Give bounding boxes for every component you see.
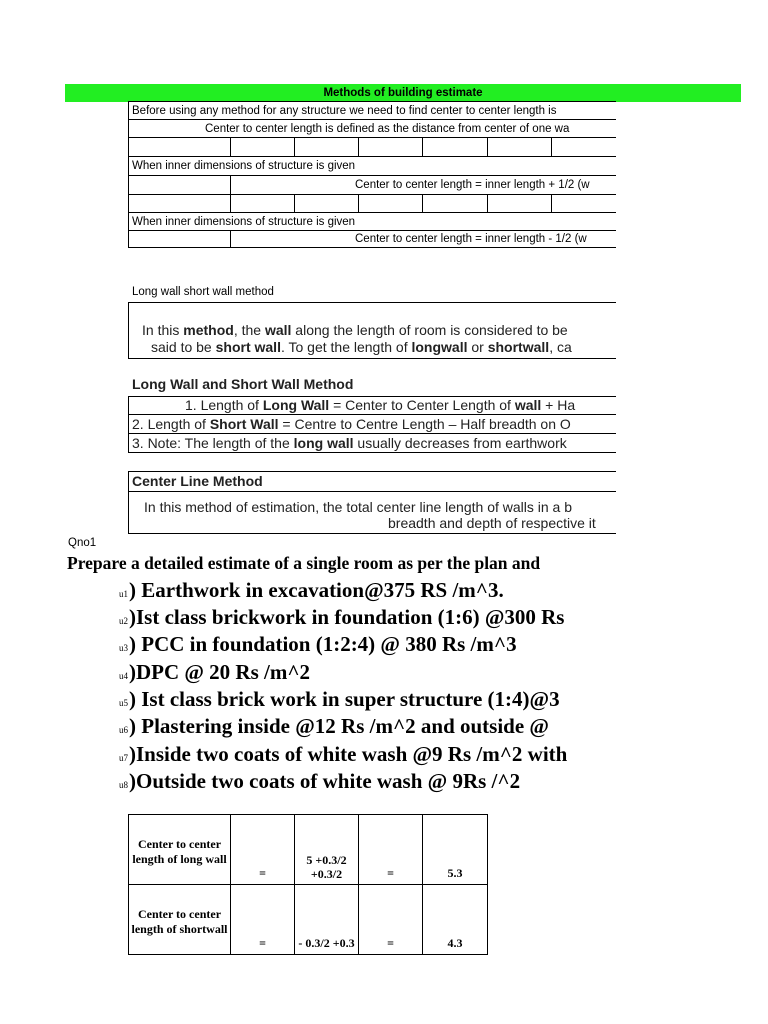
calc-eq-cell[interactable] bbox=[358, 884, 423, 955]
calc-eq: = bbox=[387, 936, 394, 950]
lwsw-row-1[interactable] bbox=[128, 396, 616, 415]
item-5: u5) Ist class brick work in super structure (1:4)@3 bbox=[119, 687, 560, 711]
center-line-heading: Center Line Method bbox=[132, 473, 263, 489]
item-4: u4)DPC @ 20 Rs /m^2 bbox=[119, 660, 311, 684]
lwsw-row-3-text: 3. Note: The length of the long wall usually decreases from earthwork bbox=[132, 435, 567, 451]
grid-cell[interactable] bbox=[551, 194, 616, 213]
calc-eq: = bbox=[259, 936, 266, 950]
calc-expr-long: 5 +0.3/2 +0.3/2 bbox=[306, 853, 347, 881]
long-short-label: Long wall short wall method bbox=[132, 286, 274, 298]
item-8: u8)Outside two coats of white wash @ 9Rs /^2 bbox=[119, 769, 521, 793]
long-short-box[interactable] bbox=[128, 302, 616, 359]
inner-given-label-1: When inner dimensions of structure is given bbox=[132, 160, 356, 172]
calc-result-cell[interactable] bbox=[422, 814, 488, 885]
question-number: Qno1 bbox=[68, 537, 97, 549]
formula-cell-1[interactable] bbox=[230, 175, 616, 195]
item-3: u3) PCC in foundation (1:2:4) @ 380 Rs /m^3 bbox=[119, 632, 517, 656]
calc-eq-cell[interactable] bbox=[358, 814, 423, 885]
formula-plus: Center to center length = inner length + 1/2 (w bbox=[355, 179, 590, 191]
item-7: u7)Inside two coats of white wash @9 Rs /m^2 with bbox=[119, 742, 568, 766]
long-short-line-2: said to be short wall. To get the length of longwall or shortwall, ca bbox=[151, 339, 572, 355]
calc-eq: = bbox=[259, 866, 266, 880]
center-line-heading-cell[interactable] bbox=[128, 471, 616, 492]
lwsw-row-1-text: 1. Length of Long Wall = Center to Center Length of wall + Ha bbox=[185, 397, 576, 413]
long-short-line-1: In this method, the wall along the length of room is considered to be bbox=[142, 322, 568, 338]
grid-cell[interactable] bbox=[128, 175, 231, 195]
lwsw-row-3[interactable] bbox=[128, 433, 616, 453]
item-1: u1) Earthwork in excavation@375 RS /m^3. bbox=[119, 578, 504, 602]
grid-cell[interactable] bbox=[294, 137, 359, 157]
intro-row-2[interactable] bbox=[128, 119, 616, 138]
grid-cell[interactable] bbox=[358, 137, 423, 157]
grid-cell[interactable] bbox=[487, 137, 552, 157]
grid-cell[interactable] bbox=[128, 137, 231, 157]
center-line-box[interactable] bbox=[128, 491, 616, 534]
grid-cell[interactable] bbox=[230, 194, 295, 213]
intro-row-1[interactable] bbox=[128, 101, 616, 120]
grid-cell[interactable] bbox=[230, 137, 295, 157]
formula-cell-2[interactable] bbox=[230, 230, 616, 248]
calc-label-cell[interactable] bbox=[128, 884, 231, 955]
item-2: u2)Ist class brickwork in foundation (1:6) @300 Rs bbox=[119, 605, 565, 629]
lwsw-row-2-text: 2. Length of Short Wall = Centre to Centre Length – Half breadth on O bbox=[132, 416, 571, 432]
center-line-line-1: In this method of estimation, the total center line length of walls in a b bbox=[144, 499, 573, 515]
grid-cell[interactable] bbox=[422, 194, 488, 213]
inner-given-row-2[interactable] bbox=[128, 212, 616, 231]
formula-minus: Center to center length = inner length - 1/2 (w bbox=[355, 233, 587, 245]
calc-eq-cell[interactable] bbox=[230, 884, 295, 955]
intro-line-2: Center to center length is defined as the distance from center of one wa bbox=[205, 123, 570, 135]
grid-cell[interactable] bbox=[128, 230, 231, 248]
calc-label-short: Center to center length of shortwall bbox=[131, 907, 228, 936]
inner-given-row-1[interactable] bbox=[128, 156, 616, 176]
center-line-line-2: breadth and depth of respective it bbox=[388, 515, 596, 531]
intro-line-1: Before using any method for any structure we need to find center to center length is bbox=[132, 105, 557, 117]
calc-expr-cell[interactable] bbox=[294, 814, 359, 885]
inner-given-label-2: When inner dimensions of structure is given bbox=[132, 216, 356, 228]
sheet-title: Methods of building estimate bbox=[323, 87, 483, 99]
grid-cell[interactable] bbox=[358, 194, 423, 213]
grid-cell[interactable] bbox=[487, 194, 552, 213]
calc-eq: = bbox=[387, 866, 394, 880]
grid-cell[interactable] bbox=[422, 137, 488, 157]
item-6: u6) Plastering inside @12 Rs /m^2 and outside @ bbox=[119, 714, 549, 738]
grid-cell[interactable] bbox=[128, 194, 231, 213]
calc-result-short: 4.3 bbox=[447, 936, 463, 950]
question-prompt: Prepare a detailed estimate of a single room as per the plan and bbox=[67, 553, 541, 573]
calc-eq-cell[interactable] bbox=[230, 814, 295, 885]
grid-cell[interactable] bbox=[551, 137, 616, 157]
calc-expr-cell[interactable] bbox=[294, 884, 359, 955]
calc-expr-short: - 0.3/2 +0.3 bbox=[298, 936, 355, 950]
calc-result-cell[interactable] bbox=[422, 884, 488, 955]
lwsw-row-2[interactable] bbox=[128, 414, 616, 434]
lwsw-heading: Long Wall and Short Wall Method bbox=[132, 376, 354, 392]
grid-cell[interactable] bbox=[294, 194, 359, 213]
calc-result-long: 5.3 bbox=[447, 866, 463, 880]
calc-label-cell[interactable] bbox=[128, 814, 231, 885]
calc-label-long: Center to center length of long wall bbox=[132, 837, 227, 866]
